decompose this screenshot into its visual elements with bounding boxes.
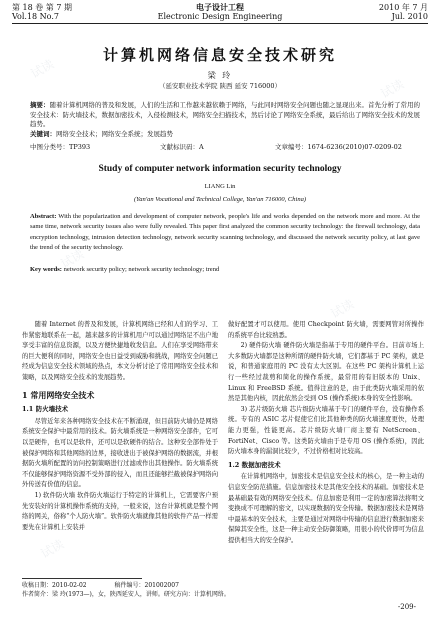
clc-number: 中图分类号：TP393	[30, 143, 91, 151]
running-header	[12, 3, 428, 23]
classification-row	[30, 142, 420, 151]
keywords-cn	[30, 130, 420, 139]
body-column-right	[228, 320, 424, 546]
paper-title-en: Study of computer network information security technology	[98, 164, 342, 174]
header-rule	[12, 23, 428, 24]
footnote-dates	[22, 582, 420, 590]
body-paragraph: 2) 硬件防火墙 硬件防火墙是指基于专用的硬件平台。目前市场上大多数防火墙都是这种所谓的硬件防火墙，它们都基于 PC 架构，就是说，和普通家庭用的 PC 没有太大区别。在这些 PC 架构计算机上运行一些经过裁剪和简化的操作系统，最常用的有旧版本的 Unix、Linux 和 FreeBSD 系统。值得注意的是，由于此类防火墙采用的依然是其他内核，因此依然会受到 OS (操作系统)本身的安全性影响。	[228, 342, 424, 403]
manuscript-number: 稿件编号：201002007	[114, 582, 179, 589]
author-en: LIANG Lin	[204, 183, 236, 190]
header-date	[379, 3, 428, 21]
watermark: 试读	[38, 536, 67, 561]
body-paragraph: 1) 软件防火墙 软件防火墙运行于特定的计算机上，它需要客户预先安装好的计算机操作系统的支持，一般来说，这台计算机就是整个网络的网关，俗称“个人防火墙”。软件防火墙就像其他的软件产品一样需要先在计算机上安装并	[22, 491, 218, 531]
abstract-cn-label: 摘要：	[30, 101, 50, 109]
page-number: -209-	[397, 603, 416, 611]
body-paragraph: 在计算机网络中，加密技术是信息安全技术的核心，是一种主动的信息安全防范措施。信息加密技术是其他安全技术的基础。加密技术是最基础最有效的网络安全技术。信息加密是利用一定的加密算法将明文变换成不可理解的密文，以实现数据的安全传输。数据加密技术是网络中最基本的安全技术，主要是通过对网络中传输的信息进行数据加密来保障其安全性，这是一种主动安全防御策略，用很小的代价即可为信息提供相当大的安全保护。	[228, 473, 424, 544]
abstract-en-label: Abstract:	[30, 213, 57, 220]
subsection-heading: 1.1 防火墙技术	[22, 405, 69, 414]
header-volume-en: Vol.18 No.7	[12, 12, 59, 21]
author-bio: 作者简介：梁 玲(1973—)，女，陕西延安人，讲师。研究方向：计算机网络。	[22, 591, 230, 598]
body-paragraph: 做好配置才可以使用。使用 Checkpoint 防火墙，需要网管对所操作的系统平台比较熟悉。	[228, 321, 424, 339]
watermark: 试读	[328, 296, 357, 321]
footnote-rule	[22, 578, 142, 579]
article-number: 文章编号：1674-6236(2010)07-0209-02	[275, 143, 402, 151]
keywords-en-label: Key words:	[30, 266, 62, 273]
watermark: 试读	[58, 246, 87, 271]
abstract-en	[30, 212, 420, 254]
abstract-en-text: With the popularization and development of computer network, people's life and works depended on the network more and more. At the same time, network security issues also were fully revealed. This paper first analyzed the common security technology: the firewall technology, data encryption technology, intrusion detection technology, network security scanning technology, and discussed the network security policy, at last gave the trend of the security technology.	[30, 213, 420, 252]
header-date-cn: 2010 年 7 月	[378, 3, 428, 12]
affiliation-cn: （延安职业技术学院 陕西 延安 716000）	[158, 82, 281, 90]
affiliation-en: (Yan'an Vocational and Technical College, Yan'an 716000, China)	[134, 196, 306, 203]
abstract-cn-text: 随着计算机网络的普及和发展，人们的生活和工作越来越依赖于网络，与此同时网络安全问题也随之显现出来。首先分析了常用的安全技术：防火墙技术，数据加密技术，入侵检测技术，网络安全扫描技术，然后讨论了网络安全系统，最后给出了网络安全技术的发展趋势。	[30, 101, 420, 128]
watermark: 试读	[378, 76, 407, 101]
abstract-cn	[30, 101, 420, 130]
header-journal-cn: 电子设计工程	[196, 2, 244, 12]
body-paragraph: 尽管近年来各种网络安全技术在不断涌现，但目前防火墙仍是网络系统安全保护中最常用的技术。防火墙系统是一种网络安全部件，它可以是硬件，也可以是软件，还可以是软硬件的结合。这种安全部件处于被保护网络和其他网络的边界，接收进出于被保护网络的数据流，并根据防火墙所配置的访问控制策略进行过滤或作出其他操作。防火墙系统不仅能够保护网络资源不受外部的侵入，而且还能够拦截被保护网络向外传送有价值的信息。	[22, 417, 218, 489]
keywords-cn-text: 网络安全技术；网络安全系统；发展趋势	[56, 130, 173, 138]
subsection-heading: 1.2 数据加密技术	[228, 460, 281, 469]
section-heading: 1 常用网络安全技术	[22, 389, 95, 400]
body-column-left	[22, 320, 218, 533]
header-volume-cn: 第 18 卷 第 7 期	[12, 3, 72, 12]
watermark: 试读	[28, 56, 57, 81]
author-cn: 梁 玲	[207, 71, 233, 80]
received-date: 收稿日期：2010-02-02	[22, 582, 87, 589]
body-paragraph: 3) 芯片级防火墙 芯片级防火墙基于专门的硬件平台，没有操作系统。专有的 ASIC 芯片促使它们比其他种类的防火墙速度更快，处理能力更强，性能更高。芯片级防火墙厂商主要有 NetScreen、FortiNet、Cisco 等。这类防火墙由于是专用 OS (操作系统)，因此防火墙本身的漏洞比较少，不过价格相对比较高。	[228, 405, 424, 456]
intro-paragraph: 随着 Internet 的普及和发展，计算机网络已经和人们的学习、工作紧密地联系在一起，越来越多的计算机用户可以通过网络足不出户地享受丰富的信息资源，以及方便快捷地收发信息。人们在享受网络带来的巨大便利的同时，网络安全也日益受到威胁和挑战，网络安全问题已经成为信息安全技术领域的热点，本文分析讨论了常用网络安全技术和策略，以及网络安全技术的发展趋势。	[22, 321, 218, 381]
header-date-en: Jul. 2010	[391, 12, 428, 21]
document-code: 文献标识码：A	[160, 143, 204, 151]
watermark: 试读	[388, 496, 417, 521]
watermark: 试读	[148, 416, 177, 441]
paper-title-cn: 计算机网络信息安全技术研究	[102, 46, 337, 64]
header-journal	[12, 3, 428, 21]
keywords-en	[30, 265, 420, 274]
keywords-cn-label: 关键词：	[30, 130, 56, 138]
keywords-en-text: network security policy; network security technology; trend	[63, 266, 220, 273]
header-journal-en: Electronic Design Engineering	[157, 12, 283, 21]
